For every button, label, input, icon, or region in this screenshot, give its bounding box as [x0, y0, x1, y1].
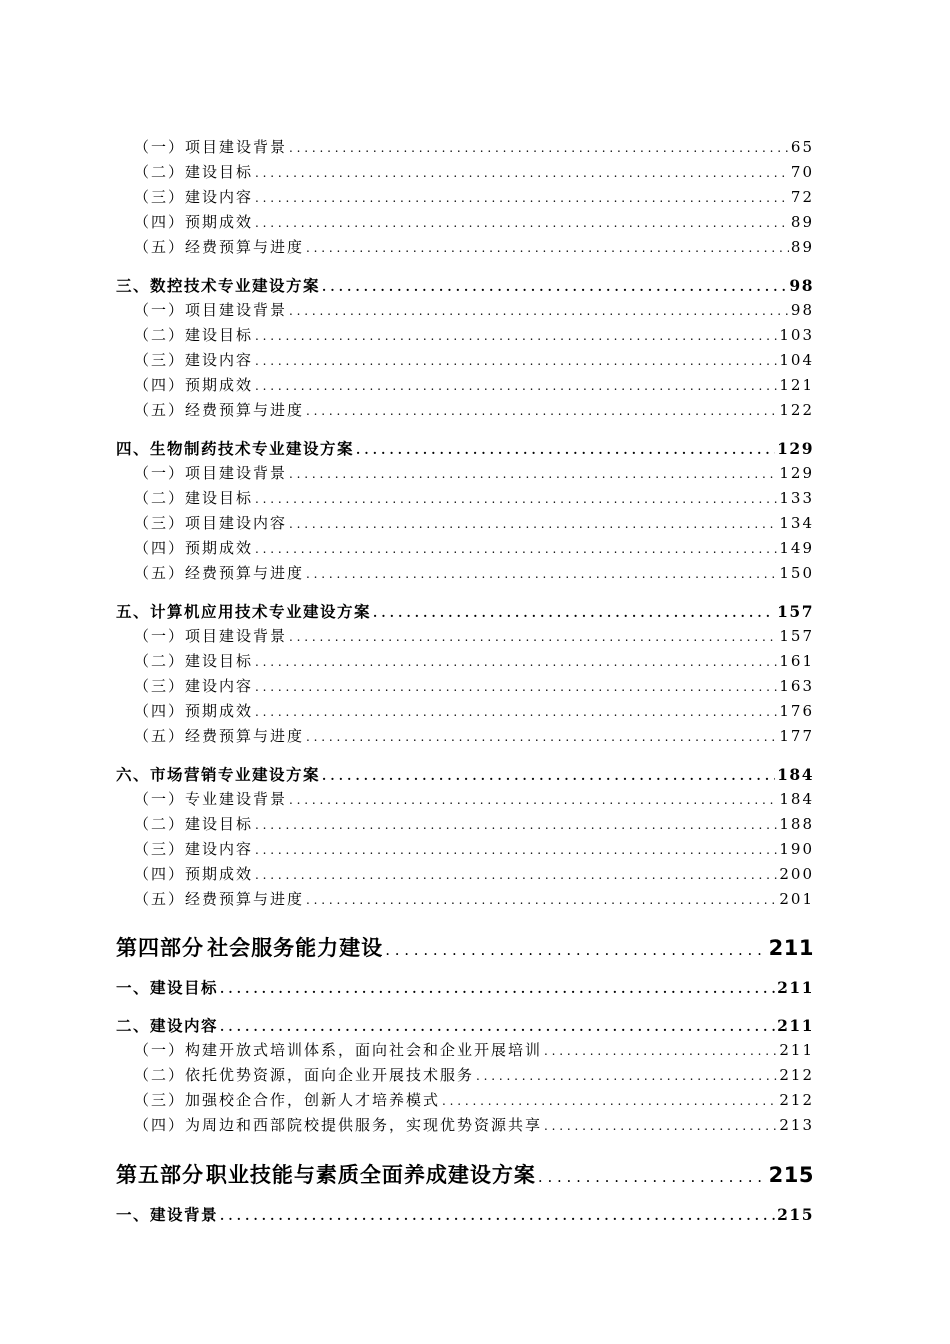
toc-leader-dots: [385, 941, 766, 959]
toc-entry-label: （三）建设内容: [134, 677, 254, 695]
toc-page-number: 200: [779, 865, 814, 883]
toc-entry-sub: [116, 625, 814, 646]
toc-entry-sub: [116, 1064, 814, 1085]
toc-entry-label: 一、建设背景: [116, 1205, 219, 1224]
toc-page-number: 98: [790, 301, 814, 319]
toc-page-number: 122: [779, 401, 814, 419]
toc-page-number: 215: [777, 1205, 814, 1224]
toc-entry-section: [116, 437, 814, 459]
toc-page-number: 177: [779, 727, 814, 745]
toc-entry-section: [116, 763, 814, 785]
toc-page-number: 176: [779, 702, 814, 720]
toc-entry-label: （一）项目建设背景: [134, 138, 288, 156]
toc-leader-dots: [322, 769, 775, 783]
toc-entry-sub: [116, 888, 814, 909]
toc-entry-sub: [116, 349, 814, 370]
toc-leader-dots: [255, 379, 777, 393]
toc-entry-label: 四、生物制药技术专业建设方案: [116, 439, 355, 458]
toc-leader-dots: [356, 443, 775, 457]
toc-leader-dots: [255, 166, 789, 180]
toc-leader-dots: [220, 1020, 775, 1034]
toc-page-number: 211: [768, 936, 814, 960]
toc-entry-label: （四）预期成效: [134, 376, 254, 394]
toc-entry-label: （五）经费预算与进度: [134, 890, 305, 908]
toc-entry-section: [116, 976, 814, 998]
toc-leader-dots: [306, 730, 777, 744]
toc-entry-label: （一）项目建设背景: [134, 464, 288, 482]
toc-page-number: 121: [779, 376, 814, 394]
toc-entry-label: （三）建设内容: [134, 351, 254, 369]
toc-leader-dots: [289, 141, 789, 155]
toc-page-number: 211: [779, 1041, 814, 1059]
toc-leader-dots: [255, 705, 777, 719]
toc-page-number: 215: [768, 1163, 814, 1187]
toc-entry-sub: [116, 136, 814, 157]
toc-leader-dots: [255, 818, 777, 832]
toc-page-number: 201: [779, 890, 814, 908]
toc-leader-dots: [476, 1069, 777, 1083]
toc-entry-label: （一）专业建设背景: [134, 790, 288, 808]
toc-entry-sub: [116, 462, 814, 483]
toc-entry-label: （三）加强校企合作，创新人才培养模式: [134, 1091, 441, 1109]
toc-entry-label: （一）项目建设背景: [134, 627, 288, 645]
toc-entry-sub: [116, 324, 814, 345]
toc-leader-dots: [255, 868, 777, 882]
toc-part-number: 第五部分: [116, 1163, 204, 1187]
toc-entry-label: （五）经费预算与进度: [134, 564, 305, 582]
toc-entry-section: [116, 600, 814, 622]
toc-entry-sub: [116, 186, 814, 207]
toc-page-number: 212: [779, 1091, 814, 1109]
toc-leader-dots: [289, 793, 777, 807]
toc-leader-dots: [255, 216, 789, 230]
toc-leader-dots: [255, 354, 777, 368]
toc-leader-dots: [538, 1168, 767, 1186]
toc-entry-sub: [116, 675, 814, 696]
toc-page-number: 211: [777, 978, 814, 997]
toc-entry-label: （五）经费预算与进度: [134, 401, 305, 419]
toc-entry-label: （二）建设目标: [134, 652, 254, 670]
toc-entry-sub: [116, 299, 814, 320]
toc-leader-dots: [255, 680, 777, 694]
toc-entry-label: 二、建设内容: [116, 1016, 219, 1035]
toc-entry-sub: [116, 512, 814, 533]
toc-leader-dots: [442, 1094, 777, 1108]
toc-entry-label: 五、计算机应用技术专业建设方案: [116, 602, 372, 621]
toc-entry-label: （二）建设目标: [134, 815, 254, 833]
toc-page-number: 89: [790, 213, 814, 231]
toc-entry-sub: [116, 863, 814, 884]
toc-entry-label: （四）预期成效: [134, 213, 254, 231]
toc-page-number: 103: [779, 326, 814, 344]
toc-entry-section: [116, 274, 814, 296]
toc-entry-sub: [116, 838, 814, 859]
toc-page-number: 72: [790, 188, 814, 206]
toc-entry-label: （四）预期成效: [134, 865, 254, 883]
toc-entry-sub: [116, 537, 814, 558]
toc-entry-sub: [116, 399, 814, 420]
toc-leader-dots: [289, 630, 777, 644]
toc-leader-dots: [306, 241, 789, 255]
toc-entry-label: （五）经费预算与进度: [134, 727, 305, 745]
toc-entry-sub: [116, 211, 814, 232]
toc-entry-sub: [116, 725, 814, 746]
toc-page-number: 157: [779, 627, 814, 645]
toc-entry-label: （二）建设目标: [134, 163, 254, 181]
toc-leader-dots: [306, 404, 777, 418]
toc-leader-dots: [289, 304, 789, 318]
toc-entry-label: （三）建设内容: [134, 840, 254, 858]
toc-entry-sub: [116, 650, 814, 671]
toc-part-title: 社会服务能力建设: [207, 936, 384, 960]
toc-entry-sub: [116, 1039, 814, 1060]
toc-leader-dots: [289, 467, 777, 481]
toc-entry-label: （四）为周边和西部院校提供服务，实现优势资源共享: [134, 1116, 543, 1134]
toc-entry-sub: [116, 1089, 814, 1110]
toc-entry-label: （三）建设内容: [134, 188, 254, 206]
toc-entry-sub: [116, 374, 814, 395]
toc-leader-dots: [289, 517, 777, 531]
toc-entry-sub: [116, 236, 814, 257]
toc-leader-dots: [322, 280, 787, 294]
toc-page-number: 150: [779, 564, 814, 582]
toc-entry-label: （二）依托优势资源，面向企业开展技术服务: [134, 1066, 475, 1084]
toc-entry-sub: [116, 788, 814, 809]
toc-entry-label: （四）预期成效: [134, 702, 254, 720]
toc-leader-dots: [306, 567, 777, 581]
toc-leader-dots: [255, 191, 789, 205]
toc-entry-sub: [116, 700, 814, 721]
toc-entry-part: [116, 932, 814, 962]
toc-leader-dots: [255, 542, 777, 556]
toc-page-number: 129: [777, 439, 814, 458]
toc-page-number: 211: [777, 1016, 814, 1035]
toc-leader-dots: [255, 492, 777, 506]
toc-leader-dots: [255, 843, 777, 857]
toc-leader-dots: [255, 655, 777, 669]
toc-entry-label: 六、市场营销专业建设方案: [116, 765, 321, 784]
toc-page-number: 89: [790, 238, 814, 256]
toc-part-title: 职业技能与素质全面养成建设方案: [205, 1163, 536, 1187]
toc-entry-label: 三、数控技术专业建设方案: [116, 276, 321, 295]
toc-page-number: 184: [779, 790, 814, 808]
toc-leader-dots: [306, 893, 777, 907]
toc-entry-label: （二）建设目标: [134, 326, 254, 344]
toc-entry-section: [116, 1203, 814, 1225]
toc-leader-dots: [544, 1044, 777, 1058]
toc-leader-dots: [255, 329, 777, 343]
toc-page-number: 129: [779, 464, 814, 482]
toc-entry-label: （一）项目建设背景: [134, 301, 288, 319]
toc-page-number: 104: [779, 351, 814, 369]
toc-entry-label: 一、建设目标: [116, 978, 219, 997]
toc-page-number: 149: [779, 539, 814, 557]
toc-page-number: 65: [790, 138, 814, 156]
toc-entry-label: （二）建设目标: [134, 489, 254, 507]
toc-page-number: 190: [779, 840, 814, 858]
toc-part-number: 第四部分: [116, 936, 204, 960]
toc-page-number: 213: [779, 1116, 814, 1134]
toc-page-number: 98: [789, 276, 814, 295]
toc-leader-dots: [373, 606, 775, 620]
toc-entry-label: （五）经费预算与进度: [134, 238, 305, 256]
toc-page-number: 161: [779, 652, 814, 670]
toc-page-number: 133: [779, 489, 814, 507]
toc-page-number: 70: [790, 163, 814, 181]
toc-entry-part: [116, 1159, 814, 1189]
toc-entry-label: （一）构建开放式培训体系，面向社会和企业开展培训: [134, 1041, 543, 1059]
toc-entry-sub: [116, 562, 814, 583]
toc-page-number: 212: [779, 1066, 814, 1084]
toc-page-number: 134: [779, 514, 814, 532]
toc-entry-section: [116, 1014, 814, 1036]
toc-page-number: 157: [777, 602, 814, 621]
toc-entry-sub: [116, 813, 814, 834]
toc-entry-label: （四）预期成效: [134, 539, 254, 557]
toc-page-number: 188: [779, 815, 814, 833]
toc-page-number: 184: [777, 765, 814, 784]
toc-entry-sub: [116, 161, 814, 182]
toc-page-number: 163: [779, 677, 814, 695]
toc-entry-sub: [116, 487, 814, 508]
toc-leader-dots: [220, 1209, 775, 1223]
toc-leader-dots: [220, 982, 775, 996]
toc-leader-dots: [544, 1119, 777, 1133]
toc-entry-label: （三）项目建设内容: [134, 514, 288, 532]
toc-entry-sub: [116, 1114, 814, 1135]
